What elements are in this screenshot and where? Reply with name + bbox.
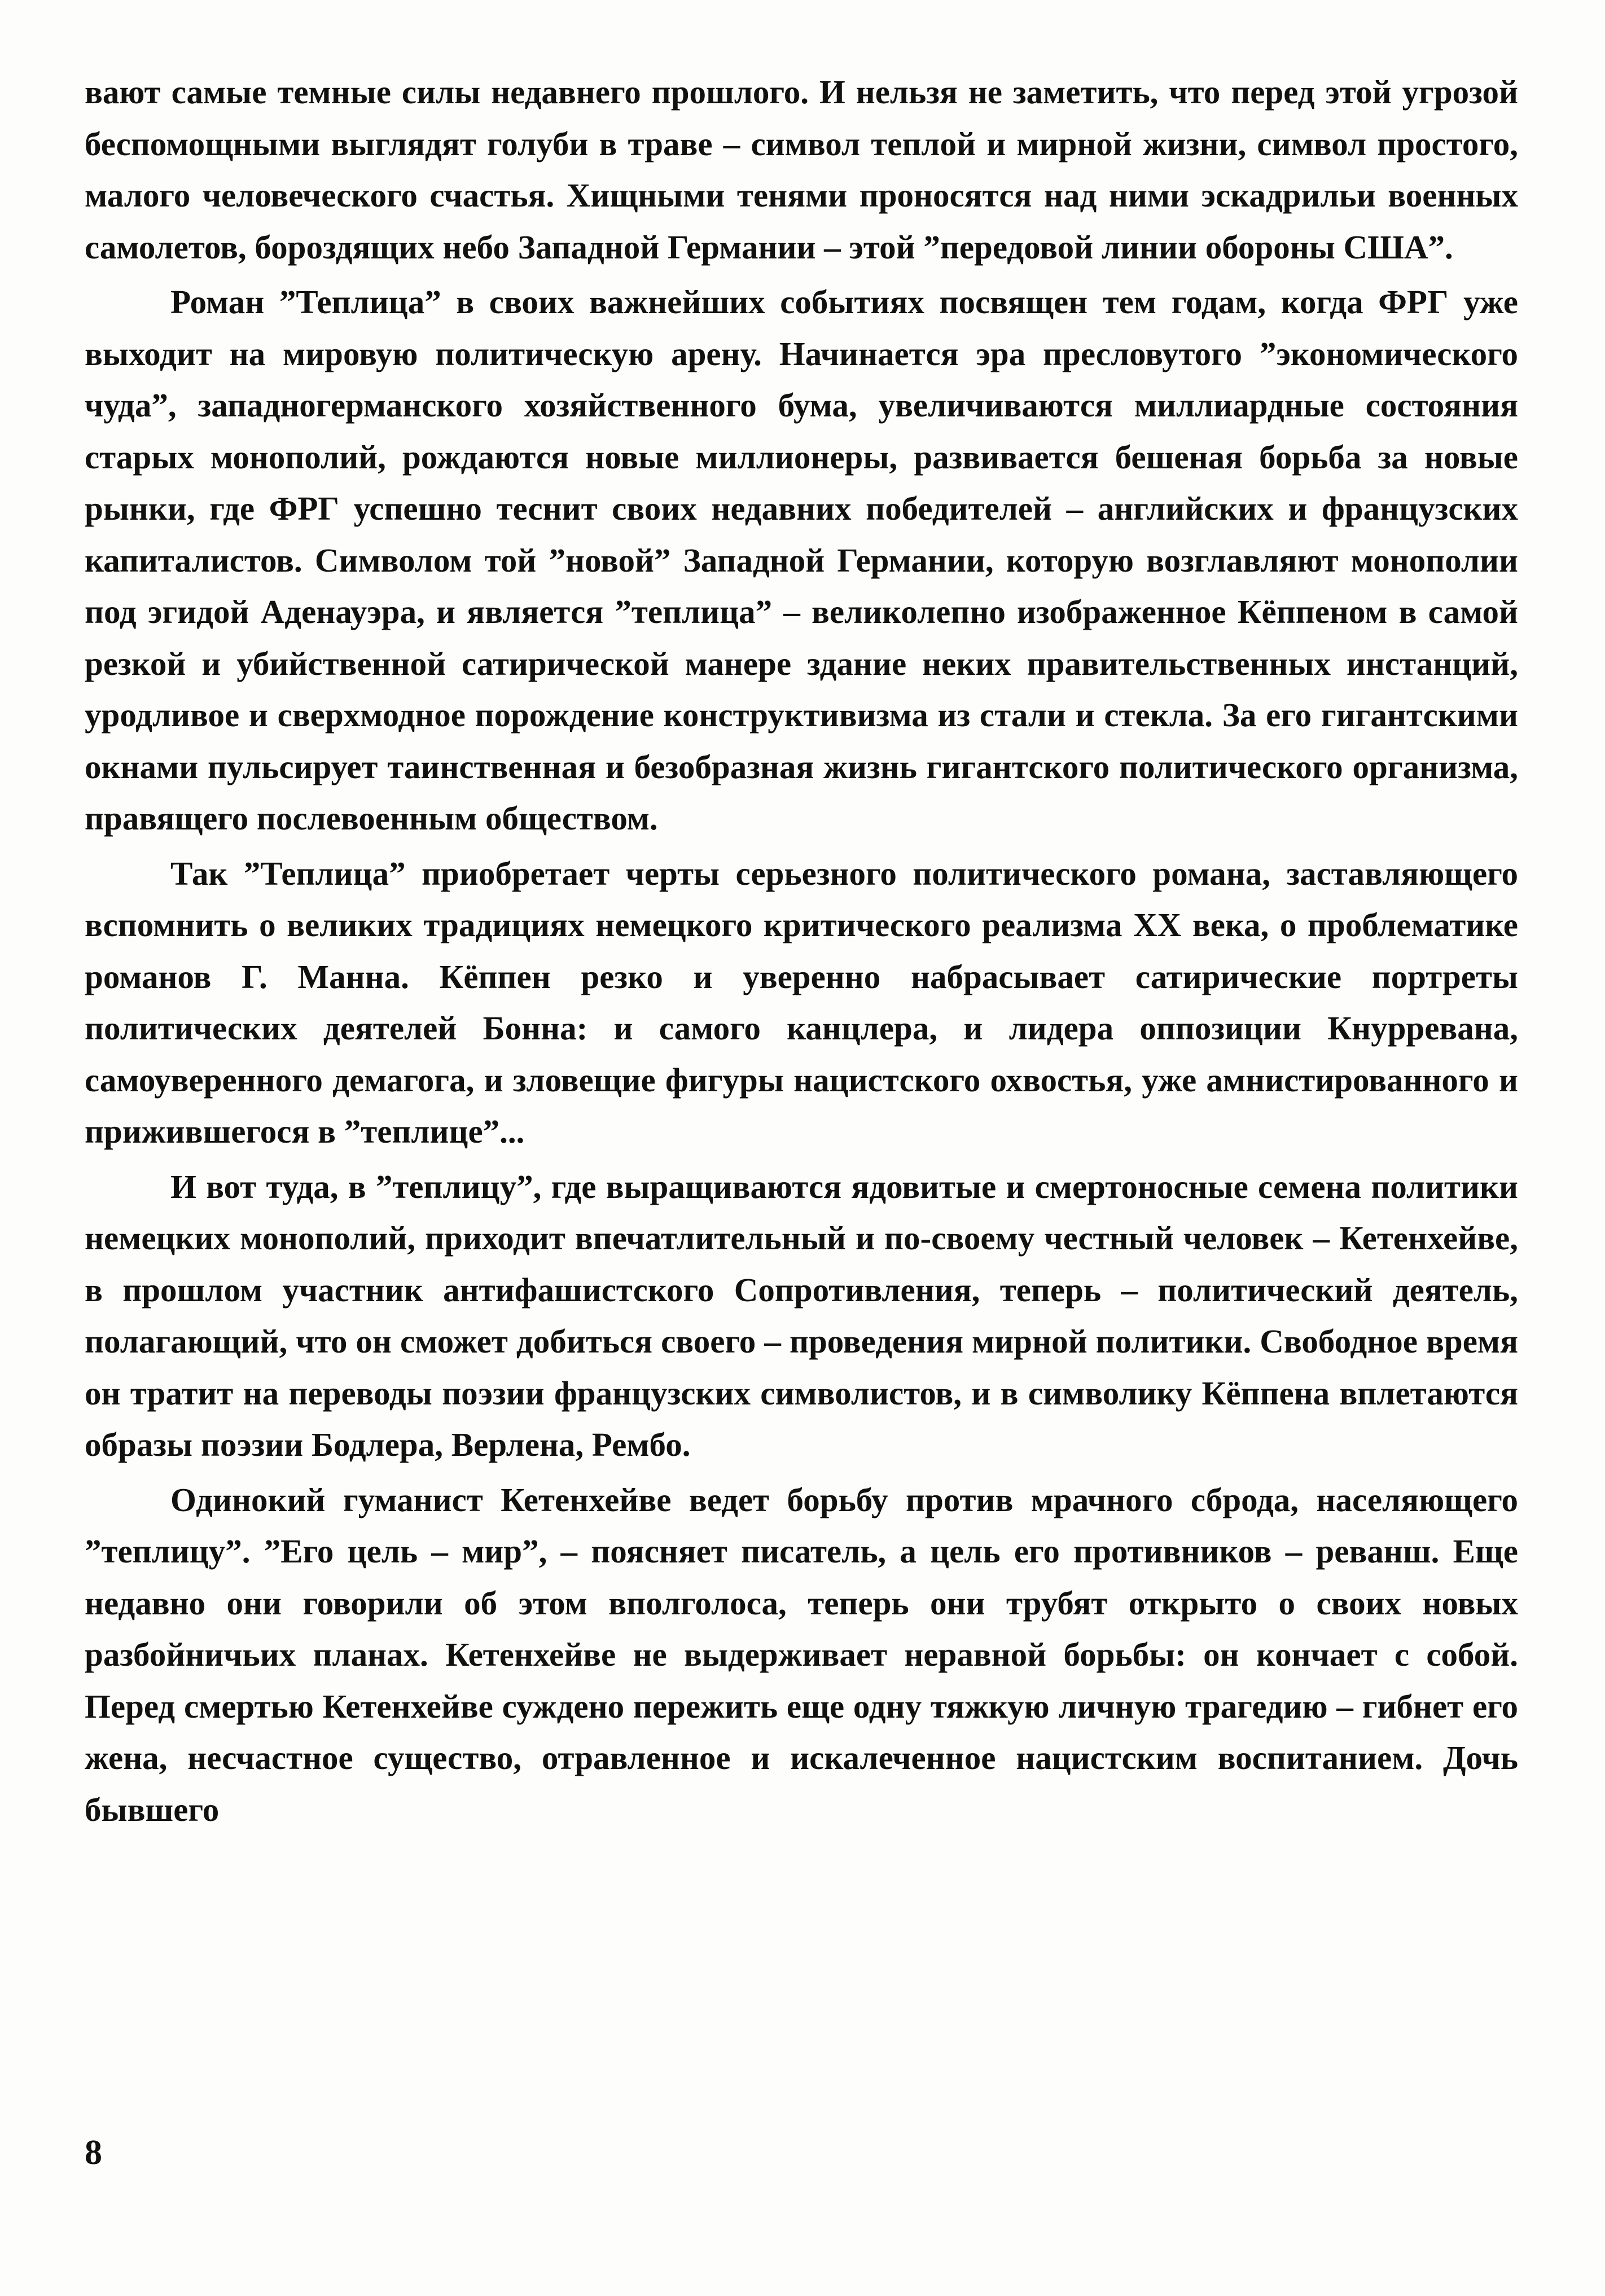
body-text xyxy=(85,67,1518,1839)
page-number: 8 xyxy=(85,2133,102,2172)
paragraph-2: Роман ”Теплица” в своих важнейших событиях посвящен тем годам, когда ФРГ уже выходит на мировую политическую арену. Начинается эра пресловутого ”экономического чуда”, западногерманского хозяйственного бума, увеличиваются миллиардные состояния старых монополий, рождаются новые миллионеры, развивается бешеная борьба за новые рынки, где ФРГ успешно теснит своих недавних победителей – английских и французских капиталистов. Символом той ”новой” Западной Германии, которую возглавляют монополии под эгидой Аденауэра, и является ”теплица” – великолепно изображенное Кёппеном в самой резкой и убийственной сатирической манере здание неких правительственных инстанций, уродливое и сверхмодное порождение конструктивизма из стали и стекла. За его гигантскими окнами пульсирует таинственная и безобразная жизнь гигантского политического организма, правящего послевоенным обществом. xyxy=(85,283,1518,837)
paragraph-4: И вот туда, в ”теплицу”, где выращиваются ядовитые и смертоносные семена политики немецких монополий, приходит впечатлительный и по-своему честный человек – Кетенхейве, в прошлом участник антифашистского Сопротивления, теперь – политический деятель, полагающий, что он сможет добиться своего – проведения мирной политики. Свободное время он тратит на переводы поэзии французских символистов, и в символику Кёппена вплетаются образы поэзии Бодлера, Верлена, Рембо. xyxy=(85,1167,1518,1463)
paragraph-5: Одинокий гуманист Кетенхейве ведет борьбу против мрачного сброда, населяющего ”теплицу”. ”Его цель – мир”, – поясняет писатель, а цель его противников – реванш. Еще недавно они говорили об этом вполголоса, теперь они трубят открыто о своих новых разбойничьих планах. Кетенхейве не выдерживает неравной борьбы: он кончает с собой. Перед смертью Кетенхейве суждено пережить еще одну тяжкую личную трагедию – гибнет его жена, несчастное существо, отравленное и искалеченное нацистским воспитанием. Дочь бывшего xyxy=(85,1481,1518,1828)
paragraph-3: Так ”Теплица” приобретает черты серьезного политического романа, заставляющего вспомнить о великих традициях немецкого критического реализма XX века, о проблематике романов Г. Манна. Кёппен резко и уверенно набрасывает сатирические портреты политических деятелей Бонна: и самого канцлера, и лидера оппозиции Кнурревана, самоуверенного демагога, и зловещие фигуры нацистского охвостья, уже амнистированного и прижившегося в ”теплице”... xyxy=(85,854,1518,1150)
paragraph-1: вают самые темные силы недавнего прошлого. И нельзя не заметить, что перед этой угрозой беспомощными выглядят голуби в траве – символ теплой и мирной жизни, символ простого, малого человеческого счастья. Хищными тенями проносятся над ними эскадрильи военных самолетов, бороздящих небо Западной Германии – этой ”передовой линии обороны США”. xyxy=(85,73,1518,266)
